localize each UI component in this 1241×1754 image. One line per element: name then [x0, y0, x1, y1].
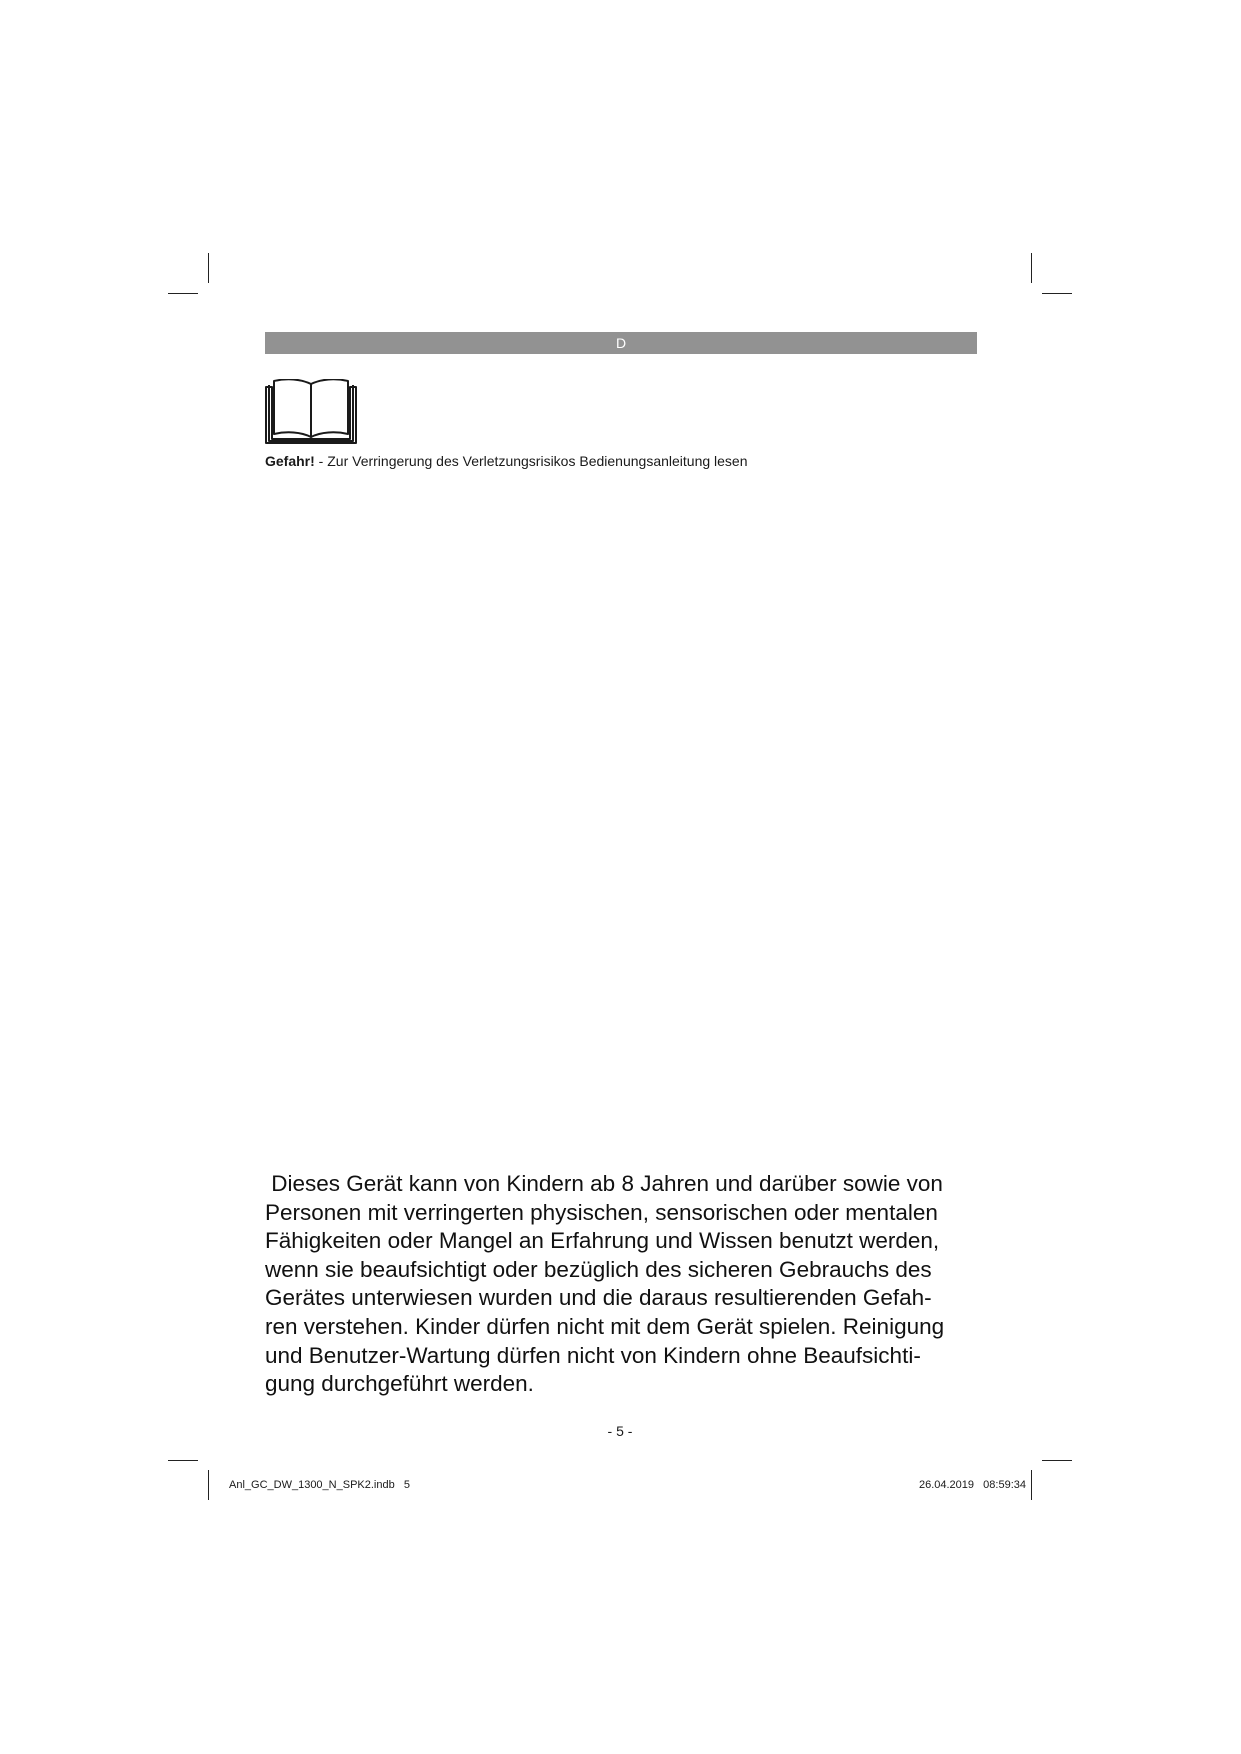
- crop-mark-top-right-vertical: [1031, 253, 1032, 283]
- paragraph-line: Dieses Gerät kann von Kindern ab 8 Jahren und darüber sowie von: [265, 1171, 943, 1196]
- crop-mark-top-left-vertical: [208, 253, 209, 283]
- crop-mark-top-right-horizontal: [1042, 293, 1072, 294]
- paragraph-line: Fähigkeiten oder Mangel an Erfahrung und Wissen benutzt werden,: [265, 1228, 940, 1254]
- warning-description: - Zur Verringerung des Verletzungsrisikos Bedienungsanleitung lesen: [314, 453, 748, 469]
- crop-mark-bottom-left-horizontal: [168, 1460, 198, 1461]
- crop-mark-bottom-right-vertical: [1031, 1470, 1032, 1500]
- paragraph-line: gung durchgeführt werden.: [265, 1371, 534, 1397]
- warning-label: Gefahr!: [265, 453, 315, 469]
- crop-mark-bottom-left-vertical: [208, 1470, 209, 1500]
- language-code: D: [615, 335, 627, 351]
- crop-mark-bottom-right-horizontal: [1042, 1460, 1072, 1461]
- paragraph-line: ren verstehen. Kinder dürfen nicht mit dem Gerät spielen. Reinigung: [265, 1313, 945, 1339]
- paragraph-line: wenn sie beaufsichtigt oder bezüglich des sicheren Gebrauchs des: [265, 1256, 932, 1282]
- paragraph-line: Personen mit verringerten physischen, sensorischen oder mentalen: [265, 1199, 938, 1225]
- crop-mark-top-left-horizontal: [168, 293, 198, 294]
- paragraph-line: Gerätes unterwiesen wurden und die daraus resultierenden Gefah-: [265, 1285, 932, 1311]
- page-number: - 5 -: [607, 1423, 633, 1439]
- print-timestamp: 26.04.2019 08:59:34: [918, 1479, 1026, 1491]
- paragraph-line: und Benutzer-Wartung dürfen nicht von Kindern ohne Beaufsichti-: [265, 1342, 921, 1368]
- book-icon: [265, 379, 357, 445]
- language-header-bar: [265, 332, 977, 354]
- safety-paragraph: [265, 1170, 985, 1399]
- warning-text: [265, 452, 965, 470]
- file-slug: Anl_GC_DW_1300_N_SPK2.indb 5: [229, 1479, 410, 1491]
